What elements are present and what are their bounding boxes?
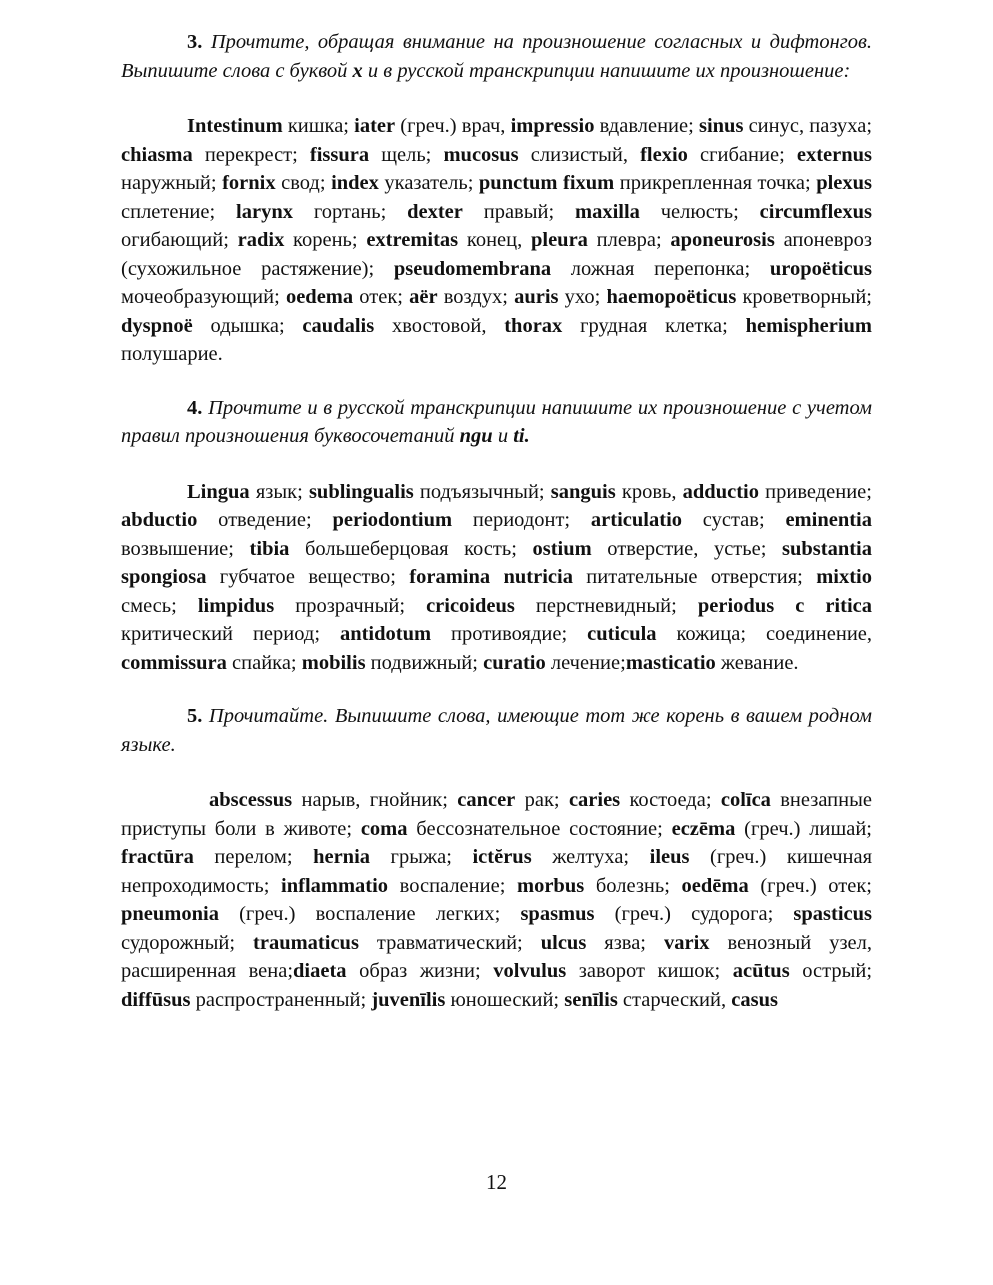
latin-term: abductio [121, 509, 198, 531]
latin-term: limpidus [197, 594, 275, 617]
latin-term: maxilla [575, 200, 640, 223]
exercise-4-heading [121, 394, 872, 451]
latin-term: eczēma [671, 817, 736, 840]
latin-term: extremitas [366, 229, 459, 251]
term-translation: сплетение; [121, 200, 237, 223]
term-translation: одышка; [192, 314, 303, 337]
term-translation: отведение; [197, 509, 333, 531]
latin-term: curatio [483, 651, 546, 674]
latin-term: circumflexus [759, 200, 872, 223]
latin-term: aër [409, 286, 438, 308]
latin-term: caudalis [302, 314, 375, 337]
term-translation: заворот кишок; [566, 960, 733, 982]
latin-term: morbus [517, 874, 585, 897]
term-translation: кожица; соединение, [656, 623, 873, 645]
term-translation: внезапные приступы боли в животе; [121, 789, 872, 840]
term-translation: распространенный; [190, 988, 372, 1011]
latin-term: uropoëticus [769, 257, 872, 280]
latin-term: cancer [457, 789, 516, 811]
term-translation: наружный; [121, 172, 223, 194]
page-number: 12 [486, 1170, 507, 1194]
term-translation: мочеобразующий; [121, 286, 286, 308]
latin-term: masticatio [625, 651, 716, 674]
latin-term: ictĕrus [472, 846, 532, 868]
latin-term: larynx [236, 200, 293, 223]
latin-term: plexus [816, 172, 873, 194]
latin-term: iater [354, 115, 396, 137]
term-translation: воздух; [437, 286, 515, 308]
latin-term: periodus c ritica [697, 594, 872, 617]
latin-term: foramina nutricia [409, 566, 573, 588]
term-translation: спайка; [226, 651, 302, 674]
term-translation: костоеда; [620, 789, 721, 811]
exercise-instruction: Прочитайте. Выпишите слова, имеющие тот же корень в вашем родном языке. [121, 705, 872, 756]
exercise-instruction: Прочтите и в русской транскрипции напишите их произношение с учетом правил произношения буквосочетаний ngu и ti. [121, 396, 872, 447]
term-translation: периодонт; [452, 509, 591, 531]
latin-term: dexter [407, 200, 463, 223]
latin-term: substantia spongiosa [121, 537, 872, 588]
term-translation: рак; [515, 789, 569, 811]
term-translation: критический период; [121, 623, 340, 645]
term-translation: язык; [249, 480, 309, 503]
latin-term: tibia [249, 537, 290, 560]
term-translation: перекрест; [192, 143, 310, 166]
term-translation: указатель; [378, 172, 479, 194]
latin-term: senīlis [564, 988, 618, 1011]
term-translation: полушарие. [121, 343, 223, 365]
term-translation: грудная клетка; [562, 314, 746, 337]
term-translation: корень; [284, 229, 367, 251]
latin-term: eminentia [785, 509, 872, 531]
latin-term: coma [360, 817, 408, 840]
term-translation: челюсть; [639, 200, 760, 223]
latin-term: spasticus [793, 903, 872, 925]
term-translation: жевание. [715, 651, 799, 674]
latin-term: impressio [510, 115, 595, 137]
latin-term: mobilis [301, 651, 366, 674]
term-translation: ложная перепонка; [551, 257, 770, 280]
term-translation: кроветворный; [736, 286, 872, 308]
term-translation: судорожный; [121, 931, 254, 954]
term-translation: венозный узел, расширенная вена; [121, 931, 873, 982]
page-content [121, 28, 872, 1014]
term-translation: желтуха; [531, 846, 650, 868]
latin-term: radix [237, 229, 285, 251]
term-translation: (греч.) врач, [395, 115, 511, 137]
latin-term: punctum fixum [478, 172, 615, 194]
term-translation: подвижный; [365, 651, 484, 674]
latin-term: ileus [649, 846, 690, 868]
latin-term: hemispherium [745, 314, 873, 337]
latin-term: cuticula [587, 623, 657, 645]
term-translation: кишка; [282, 115, 355, 137]
term-translation: (греч.) кишечная непроходимость; [121, 846, 873, 897]
latin-term: chiasma [121, 143, 193, 166]
latin-term: hernia [313, 846, 371, 868]
latin-term: Intestinum [187, 115, 283, 137]
term-translation: болезнь; [584, 874, 682, 897]
term-translation: кровь, [615, 480, 683, 503]
exercise-number: 3. [187, 31, 203, 53]
term-translation: синус, пазуха; [743, 115, 873, 137]
latin-term: fissura [309, 143, 370, 166]
latin-term: traumaticus [253, 931, 359, 954]
latin-term: pneumonia [121, 903, 219, 925]
term-translation: прозрачный; [274, 594, 427, 617]
exercise-3-word-list [121, 112, 872, 369]
term-translation: приведение; [758, 480, 872, 503]
latin-term: mucosus [443, 143, 519, 166]
latin-term: cricoideus [426, 594, 515, 617]
term-translation: перстневидный; [514, 594, 698, 617]
latin-term: sinus [698, 115, 744, 137]
exercise-5-heading [121, 702, 872, 759]
latin-term: caries [568, 789, 621, 811]
latin-term: adductio [682, 480, 759, 503]
term-translation: лечение; [545, 651, 626, 674]
latin-term: sublingualis [308, 480, 414, 503]
term-translation: плевра; [587, 229, 671, 251]
term-translation: отверстие, устье; [591, 537, 782, 560]
term-translation: старческий, [617, 988, 732, 1011]
exercise-number: 5. [187, 705, 203, 727]
term-translation: огибающий; [121, 229, 238, 251]
latin-term: spasmus [520, 903, 595, 925]
term-translation: противоядие; [431, 623, 588, 645]
term-translation: прикрепленная точка; [614, 172, 817, 194]
latin-term: fornix [222, 172, 276, 194]
latin-term: casus [731, 988, 778, 1011]
term-translation: травматический; [358, 931, 541, 954]
term-translation: подъязычный; [413, 480, 551, 503]
term-translation: юношеский; [445, 988, 565, 1011]
latin-term: fractūra [121, 846, 194, 868]
latin-term: externus [796, 143, 872, 166]
latin-term: pseudomembrana [393, 257, 552, 280]
term-translation: слизистый, [518, 143, 641, 166]
term-translation: (греч.) лишай; [735, 817, 873, 840]
term-translation: питательные отверстия; [572, 566, 817, 588]
term-translation: апоневроз (сухожильное растяжение); [121, 229, 872, 280]
exercise-3-heading [121, 28, 872, 85]
latin-term: juvenīlis [371, 988, 446, 1011]
term-translation: сустав; [682, 509, 786, 531]
term-translation: смесь; [121, 594, 198, 617]
term-translation: сгибание; [687, 143, 797, 166]
exercise-number: 4. [187, 396, 203, 419]
exercise-5-word-list [121, 786, 872, 1014]
latin-term: diaeta [293, 960, 347, 982]
latin-term: pleura [530, 229, 588, 251]
exercise-4-word-list [121, 478, 872, 678]
latin-term: inflammatio [281, 874, 389, 897]
latin-term: oedema [285, 286, 354, 308]
term-translation: большеберцовая кость; [289, 537, 533, 560]
term-translation: острый; [789, 960, 873, 982]
term-translation: (греч.) судорога; [594, 903, 794, 925]
term-translation: язва; [586, 931, 664, 954]
term-translation: перелом; [193, 846, 314, 868]
latin-term: mixtio [816, 566, 872, 588]
latin-term: articulatio [590, 509, 683, 531]
latin-term: volvulus [493, 960, 567, 982]
term-translation: воспаление; [388, 874, 517, 897]
term-translation: правый; [462, 200, 575, 223]
term-translation: грыжа; [370, 846, 473, 868]
latin-term: antidotum [339, 623, 432, 645]
term-translation: (греч.) отек; [748, 874, 872, 897]
latin-term: aponeurosis [670, 229, 775, 251]
term-translation: нарыв, гнойник; [292, 789, 458, 811]
term-translation: отек; [353, 286, 410, 308]
term-translation: гортань; [292, 200, 408, 223]
term-translation: ухо; [558, 286, 607, 308]
latin-term: colīca [720, 789, 771, 811]
latin-term: index [331, 172, 379, 194]
latin-term: varix [664, 931, 710, 954]
latin-term: thorax [504, 314, 563, 337]
latin-term: dyspnoë [121, 314, 193, 337]
term-translation: образ жизни; [346, 960, 494, 982]
latin-term: auris [514, 286, 559, 308]
term-translation: вдавление; [594, 115, 699, 137]
latin-term: commissura [121, 651, 227, 674]
term-translation: хвостовой, [374, 314, 505, 337]
term-translation: (греч.) воспаление легких; [218, 903, 521, 925]
latin-term: ulcus [540, 931, 587, 954]
latin-term: Lingua [187, 480, 250, 503]
term-translation: свод; [275, 172, 332, 194]
term-translation: возвышение; [121, 537, 250, 560]
latin-term: periodontium [332, 509, 453, 531]
term-translation: конец, [458, 229, 531, 251]
latin-term: haemopoëticus [606, 286, 737, 308]
latin-term: flexio [640, 143, 688, 166]
latin-term: oedēma [681, 874, 749, 897]
latin-term: sanguis [550, 480, 616, 503]
term-translation: бессознательное состояние; [407, 817, 672, 840]
exercise-instruction: Прочтите, обращая внимание на произношение согласных и дифтонгов. Выпишите слова с буквой x и в русской транскрипции напишите их произношение: [121, 31, 873, 82]
latin-term: ostium [532, 537, 592, 560]
latin-term: diffūsus [121, 988, 191, 1011]
term-translation: губчатое вещество; [206, 566, 410, 588]
latin-term: abscessus [209, 789, 293, 811]
term-translation: щель; [369, 143, 444, 166]
latin-term: acūtus [732, 960, 790, 982]
